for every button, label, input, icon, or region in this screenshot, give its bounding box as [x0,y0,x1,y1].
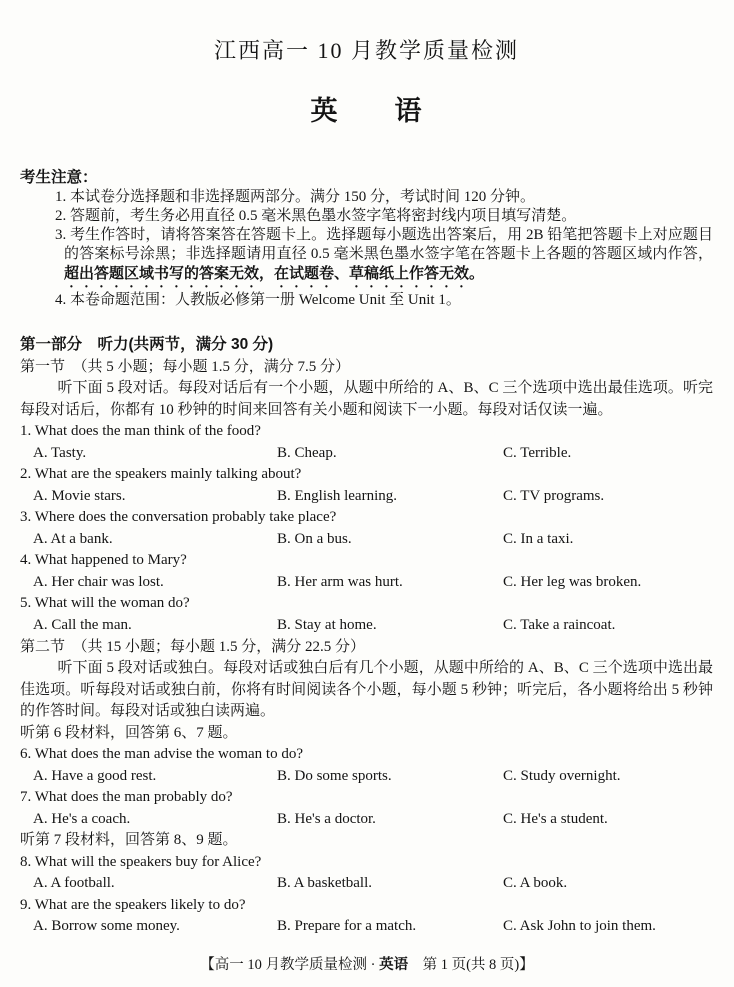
question-6 [20,744,713,787]
question-text: What will the speakers buy for Alice? [34,853,262,870]
option-a: A. At a bank. [33,530,113,547]
question-2 [20,464,713,507]
option-a: A. He's a coach. [33,810,131,827]
question-3 [20,507,713,550]
option-b: B. Cheap. [277,444,337,461]
question-5 [20,593,713,636]
question-text: Where does the conversation probably take place? [34,509,337,525]
question-9-options [20,916,713,938]
section1-intro: 听下面 5 段对话。每段对话后有一个小题，从题中所给的 A、B、C 三个选项中选出最佳选项。听完每段对话后，你都有 10 秒钟的时间来回答有关小题和阅读下一小题。每段对话仅读一遍。 [20,380,713,418]
option-a: A. Have a good rest. [33,767,157,784]
option-b: B. Stay at home. [277,616,377,633]
option-c: C. Her leg was broken. [503,573,642,590]
option-b: B. Her arm was hurt. [277,573,403,590]
option-a: A. Call the man. [33,616,132,633]
question-4 [20,550,713,593]
section2-intro: 听下面 5 段对话或独白。每段对话或独白后有几个小题，从题中所给的 A、B、C 三个选项中选出最佳选项。听每段对话或独白前，你将有时间阅读各个小题，每小题 5 秒钟；听完后，各小题将给出 5 秒钟的作答时间。每段对话或独白读两遍。 [20,660,713,719]
option-a: A. Tasty. [33,444,87,461]
option-b: B. Do some sports. [277,767,392,784]
part1-heading: 第一部分 听力(共两节，满分 30 分) [20,336,274,353]
option-b: B. On a bus. [277,530,352,547]
question-9 [20,895,713,938]
option-b: B. Prepare for a match. [277,918,417,934]
candidate-notice [20,168,713,310]
option-c: C. A book. [503,875,568,891]
notice-item-3-text: 3. 考生作答时，请将答案答在答题卡上。选择题每小题选出答案后，用 2B 铅笔把答题卡上对应题目的答案标号涂黑；非选择题请用直径 0.5 毫米黑色墨水签字笔在答题卡上各题的答题区域内作答， [55,227,713,262]
section1-heading: 第一节 （共 5 小题；每小题 1.5 分，满分 7.5 分） [20,359,351,375]
notice-item-1: 1. 本试卷分选择题和非选择题两部分。满分 150 分，考试时间 120 分钟。 [55,189,536,205]
footer-subject: 英语 [379,957,409,973]
question-text: What does the man think of the food? [34,423,261,439]
option-c: C. In a taxi. [503,530,574,547]
page-footer [0,953,734,974]
option-c: C. Ask John to join them. [503,918,656,934]
question-6-options [20,766,713,788]
notice-item-3-emphasis: 超出答题区域书写的答案无效，在试题卷、草稿纸上作答无效。 [64,265,485,282]
option-b: B. English learning. [277,487,397,504]
option-b: B. He's a doctor. [277,810,376,827]
notice-item-3 [20,226,713,291]
notice-item-2: 2. 答题前，考生务必用直径 0.5 毫米黑色墨水签字笔将密封线内项目填写清楚。 [55,208,577,224]
question-number: 4. [20,552,32,568]
subject-title: 英 语 [310,96,423,126]
question-text: What does the man advise the woman to do? [34,746,303,762]
question-5-options [20,615,713,637]
question-1-options [20,443,713,465]
question-text: What are the speakers likely to do? [34,896,246,913]
footer-page-number: 第 1 页(共 8 页)】 [408,957,534,973]
question-7 [20,787,713,830]
question-number: 5. [20,595,32,611]
notice-heading: 考生注意： [20,169,98,186]
option-c: C. TV programs. [503,487,605,504]
material-note-6: 听第 6 段材料，回答第 6、7 题。 [20,724,238,741]
question-text: What will the woman do? [34,595,190,611]
option-a: A. Movie stars. [33,487,126,504]
section2-heading: 第二节 （共 15 小题；每小题 1.5 分，满分 22.5 分） [20,639,366,655]
question-number: 8. [20,853,32,870]
question-7-options [20,809,713,831]
question-8-options [20,873,713,895]
question-text: What happened to Mary? [34,552,187,568]
question-number: 6. [20,746,32,762]
question-1 [20,421,713,464]
question-number: 9. [20,896,32,913]
option-a: A. Borrow some money. [33,918,180,934]
question-number: 1. [20,423,32,439]
option-c: C. Terrible. [503,444,572,461]
page-title: 江西高一 10 月教学质量检测 [213,38,519,63]
question-number: 2. [20,466,32,482]
question-8 [20,852,713,895]
question-2-options [20,486,713,508]
option-a: A. A football. [33,875,115,891]
option-b: B. A basketball. [277,875,372,891]
option-c: C. He's a student. [503,810,608,827]
option-a: A. Her chair was lost. [33,573,164,590]
footer-left: 【高一 10 月教学质量检测 · [200,957,380,973]
question-number: 7. [20,789,32,805]
notice-item-4: 4. 本卷命题范围：人教版必修第一册 Welcome Unit 至 Unit 1。 [55,292,461,308]
option-c: C. Study overnight. [503,767,621,784]
option-c: C. Take a raincoat. [503,616,616,633]
question-3-options [20,529,713,551]
question-text: What does the man probably do? [34,789,233,805]
material-note-7: 听第 7 段材料，回答第 8、9 题。 [20,832,238,848]
question-number: 3. [20,509,32,525]
question-4-options [20,572,713,594]
question-text: What are the speakers mainly talking about? [34,466,302,482]
